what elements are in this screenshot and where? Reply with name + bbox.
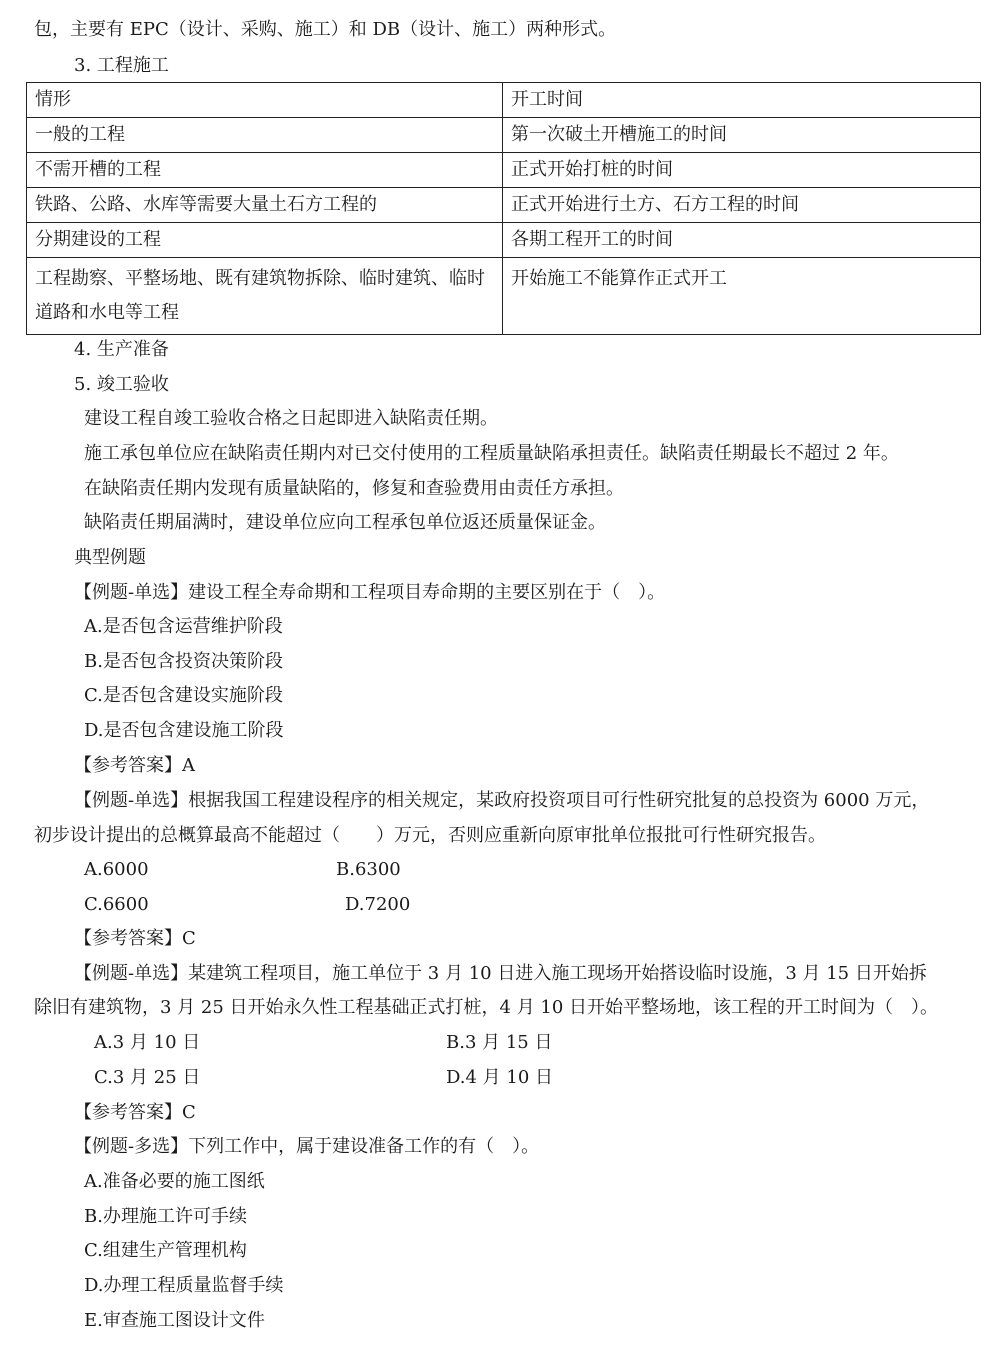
question-3-stem-line-2: 除旧有建筑物，3 月 25 日开始永久性工程基础正式打桩，4 月 10 日开始平整场地，该工程的开工时间为（ ）。 (34, 997, 939, 1018)
table-header-cell: 情形 (27, 83, 503, 118)
table-row (27, 188, 981, 223)
question-2-option: C.6600 (84, 894, 149, 915)
table-cell: 开始施工不能算作正式开工 (503, 258, 981, 335)
question-3-stem-line-1: 【例题-单选】某建筑工程项目，施工单位于 3 月 10 日进入施工现场开始搭设临时设施，3 月 15 日开始拆 (74, 963, 927, 984)
question-3-option: D.4 月 10 日 (446, 1067, 554, 1088)
paragraph: 缺陷责任期届满时，建设单位应向工程承包单位返还质量保证金。 (84, 512, 606, 533)
table-cell: 工程勘察、平整场地、既有建筑物拆除、临时建筑、临时道路和水电等工程 (27, 258, 503, 335)
table-row (27, 153, 981, 188)
paragraph: 施工承包单位应在缺陷责任期内对已交付使用的工程质量缺陷承担责任。缺陷责任期最长不超过 2 年。 (84, 443, 899, 464)
question-2-stem-line-2: 初步设计提出的总概算最高不能超过（ ）万元，否则应重新向原审批单位报批可行性研究报告。 (34, 825, 826, 846)
question-2-option: B.6300 (336, 859, 401, 880)
intro-line: 包，主要有 EPC（设计、采购、施工）和 DB（设计、施工）两种形式。 (34, 19, 617, 40)
table-header-cell: 开工时间 (503, 83, 981, 118)
table-cell: 第一次破土开槽施工的时间 (503, 118, 981, 153)
question-4-stem: 【例题-多选】下列工作中，属于建设准备工作的有（ ）。 (74, 1136, 540, 1157)
question-2-option: D.7200 (345, 894, 411, 915)
question-2-option: A.6000 (84, 859, 149, 880)
typical-examples-title: 典型例题 (74, 547, 146, 568)
question-4-option: B.办理施工许可手续 (84, 1206, 247, 1227)
table-cell: 铁路、公路、水库等需要大量土石方工程的 (27, 188, 503, 223)
table-cell: 一般的工程 (27, 118, 503, 153)
question-3-option: C.3 月 25 日 (94, 1067, 201, 1088)
table-cell: 分期建设的工程 (27, 223, 503, 258)
question-1-option: C.是否包含建设实施阶段 (84, 685, 283, 706)
question-1-option: B.是否包含投资决策阶段 (84, 651, 283, 672)
section-4-heading: 4. 生产准备 (74, 339, 169, 360)
question-3-option: B.3 月 15 日 (446, 1032, 553, 1053)
question-4-option: C.组建生产管理机构 (84, 1240, 247, 1261)
table-row (27, 223, 981, 258)
paragraph: 在缺陷责任期内发现有质量缺陷的，修复和查验费用由责任方承担。 (84, 478, 624, 499)
table-row (27, 118, 981, 153)
question-3-option: A.3 月 10 日 (94, 1032, 201, 1053)
commencement-table (26, 82, 981, 335)
section-3-heading: 3. 工程施工 (74, 55, 169, 76)
question-1-answer: 【参考答案】A (74, 755, 195, 776)
paragraph: 建设工程自竣工验收合格之日起即进入缺陷责任期。 (84, 408, 498, 429)
question-1-option: D.是否包含建设施工阶段 (84, 720, 284, 741)
question-1-stem: 【例题-单选】建设工程全寿命期和工程项目寿命期的主要区别在于（ ）。 (74, 582, 666, 603)
question-4-option: D.办理工程质量监督手续 (84, 1275, 284, 1296)
table-cell: 各期工程开工的时间 (503, 223, 981, 258)
table-header-row (27, 83, 981, 118)
question-2-answer: 【参考答案】C (74, 928, 196, 949)
table-cell: 正式开始打桩的时间 (503, 153, 981, 188)
table-cell: 不需开槽的工程 (27, 153, 503, 188)
section-5-heading: 5. 竣工验收 (74, 374, 169, 395)
question-3-answer: 【参考答案】C (74, 1102, 196, 1123)
question-1-option: A.是否包含运营维护阶段 (84, 616, 283, 637)
question-4-option: E.审查施工图设计文件 (84, 1310, 265, 1331)
table-row (27, 258, 981, 335)
question-2-stem-line-1: 【例题-单选】根据我国工程建设程序的相关规定，某政府投资项目可行性研究批复的总投资为 6000 万元， (74, 790, 930, 811)
table-cell: 正式开始进行土方、石方工程的时间 (503, 188, 981, 223)
question-4-option: A.准备必要的施工图纸 (84, 1171, 265, 1192)
